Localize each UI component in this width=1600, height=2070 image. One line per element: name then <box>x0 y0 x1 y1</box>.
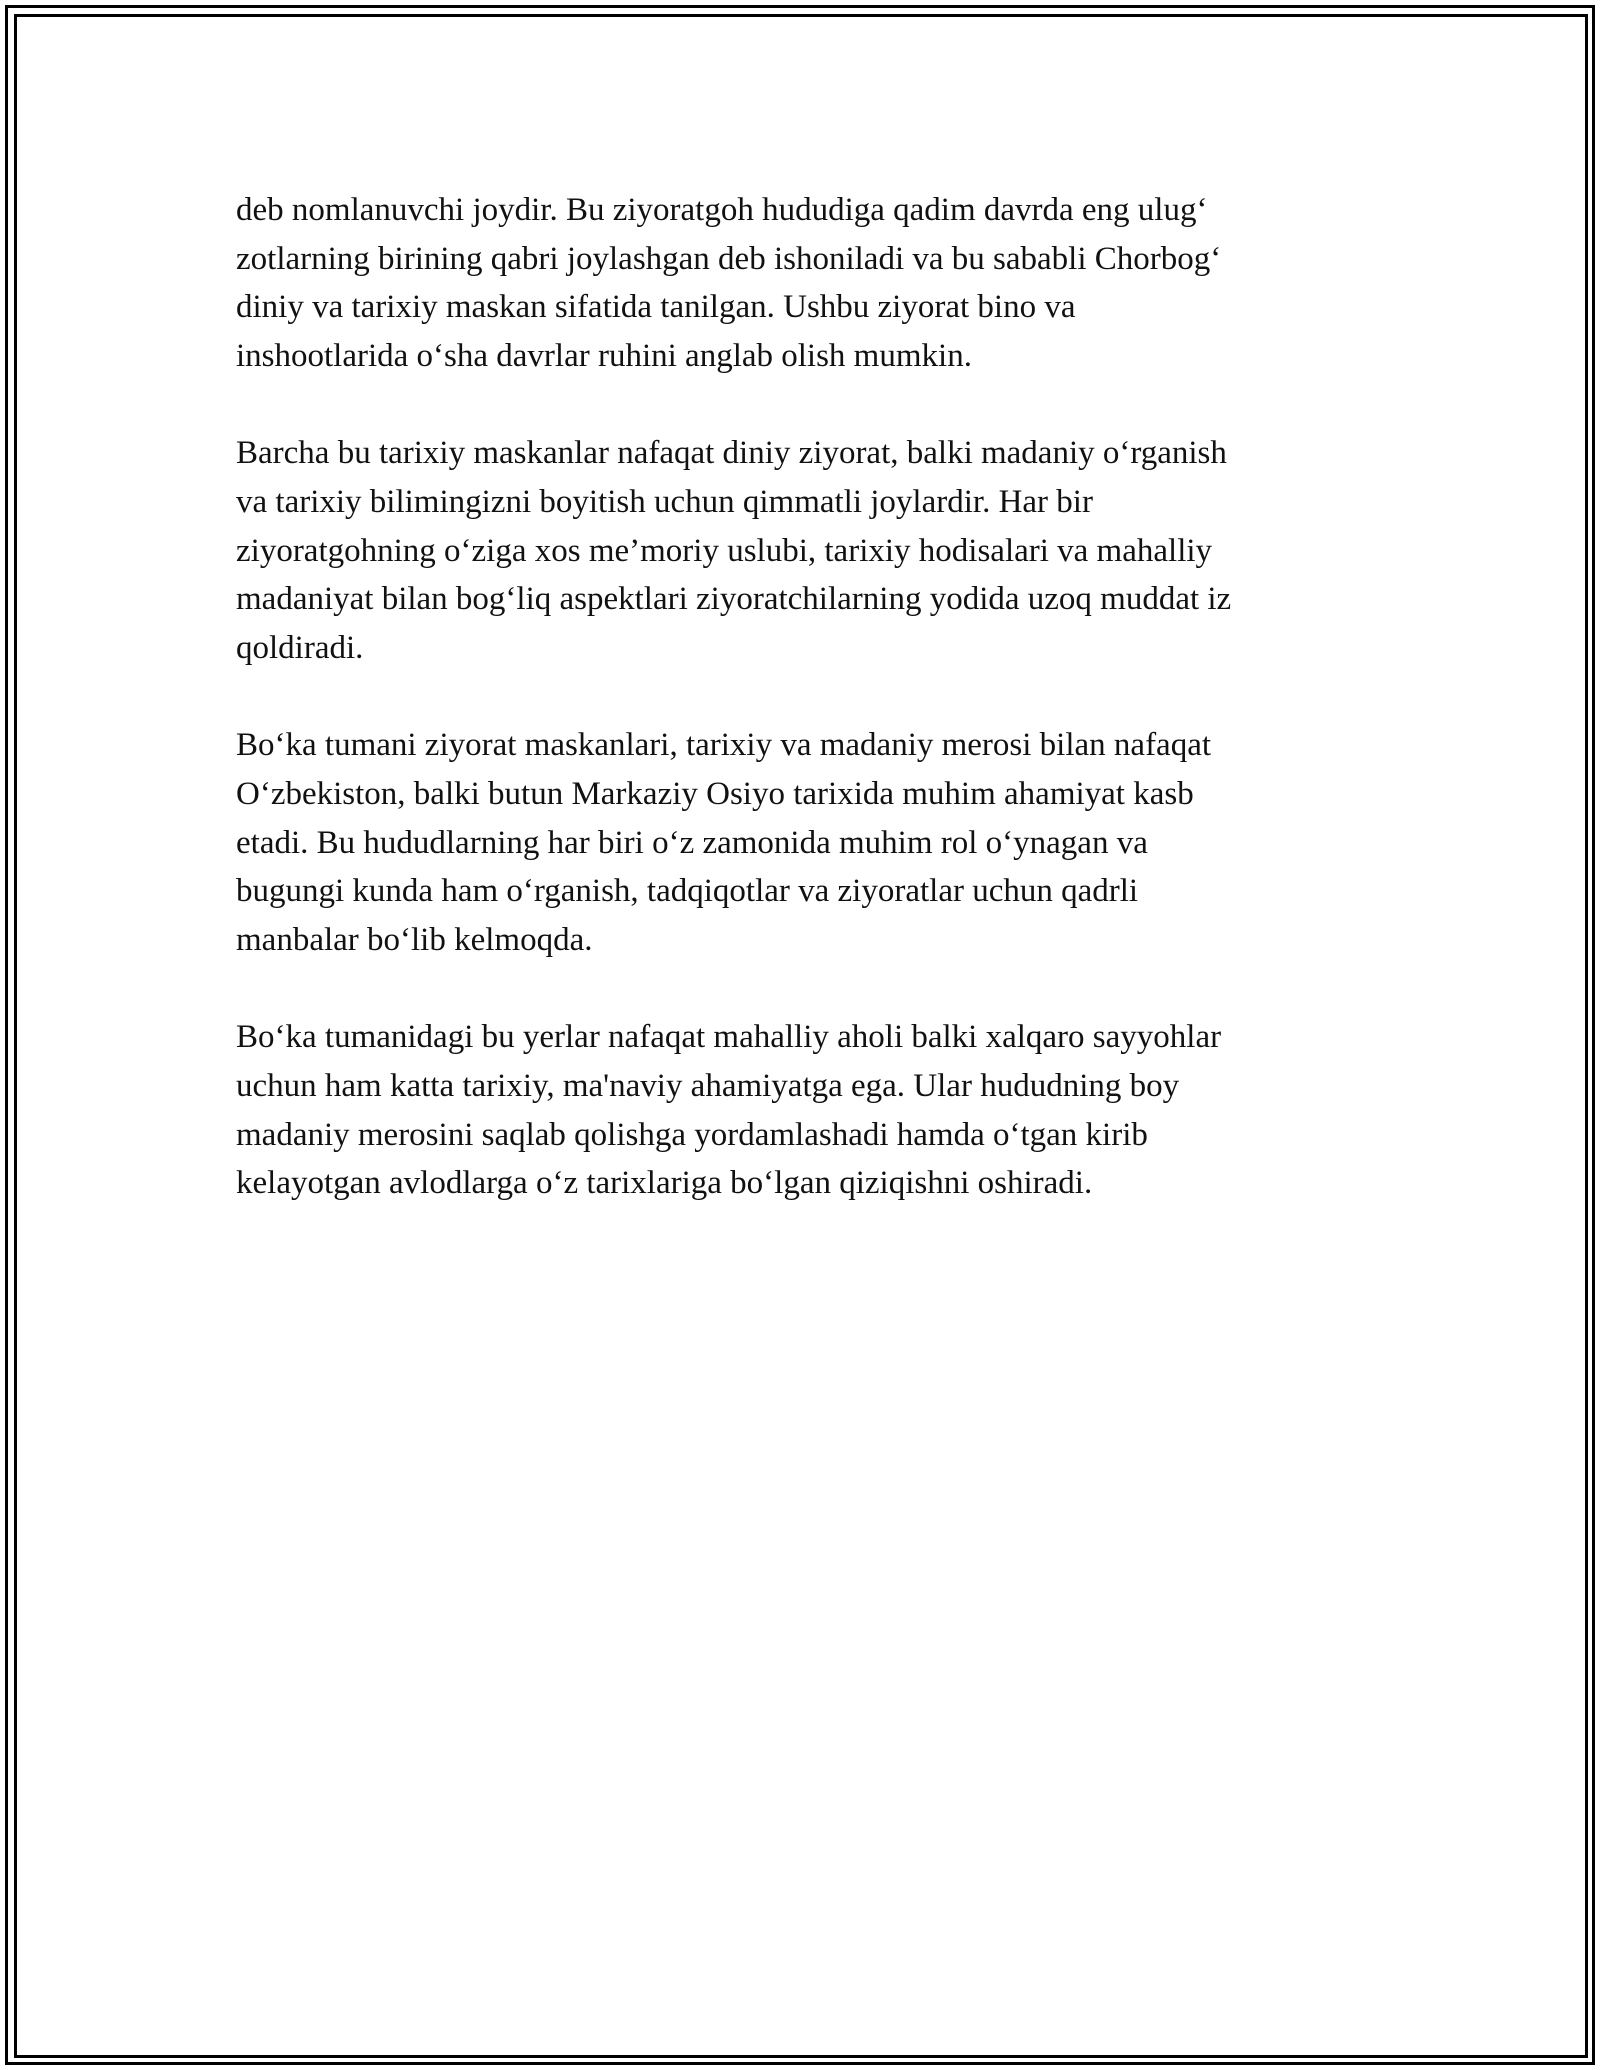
text-line: Bo‘ka tumani ziyorat maskanlari, tarixiy va madaniy merosi bilan nafaqat <box>236 727 1212 764</box>
document-body <box>236 186 1366 1257</box>
text-line: Barcha bu tarixiy maskanlar nafaqat diniy ziyorat, balki madaniy o‘rganish <box>236 435 1227 472</box>
text-line: uchun ham katta tarixiy, ma'naviy ahamiyatga ega. Ular hududning boy <box>236 1067 1180 1104</box>
text-line: diniy va tarixiy maskan sifatida tanilgan. Ushbu ziyorat bino va <box>236 289 1076 326</box>
paragraph-1 <box>236 186 1366 380</box>
text-line: Bo‘ka tumanidagi bu yerlar nafaqat mahalliy aholi balki xalqaro sayyohlar <box>236 1019 1222 1056</box>
text-line: va tarixiy bilimingizni boyitish uchun qimmatli joylardir. Har bir <box>236 483 1093 520</box>
text-line: ziyoratgohning o‘ziga xos me’moriy uslubi, tarixiy hodisalari va mahalliy <box>236 532 1213 569</box>
text-line: inshootlarida o‘sha davrlar ruhini anglab olish mumkin. <box>236 337 972 374</box>
text-line: etadi. Bu hududlarning har biri o‘z zamonida muhim rol o‘ynagan va <box>236 824 1148 861</box>
text-line: deb nomlanuvchi joydir. Bu ziyoratgoh hududiga qadim davrda eng ulug‘ <box>236 192 1208 228</box>
text-line: manbalar bo‘lib kelmoqda. <box>236 921 593 958</box>
text-line: madaniyat bilan bog‘liq aspektlari ziyoratchilarning yodida uzoq muddat iz <box>236 581 1232 618</box>
text-line: bugungi kunda ham o‘rganish, tadqiqotlar va ziyoratlar uchun qadrli <box>236 873 1139 910</box>
text-line: O‘zbekiston, balki butun Markaziy Osiyo tarixida muhim ahamiyat kasb <box>236 775 1194 812</box>
text-line: kelayotgan avlodlarga o‘z tarixlariga bo‘lgan qiziqishni oshiradi. <box>236 1165 1093 1202</box>
paragraph-4 <box>236 1013 1366 1207</box>
paragraph-2 <box>236 429 1366 672</box>
text-line: qoldiradi. <box>236 629 364 666</box>
text-line: madaniy merosini saqlab qolishga yordamlashadi hamda o‘tgan kirib <box>236 1116 1148 1153</box>
paragraph-3 <box>236 721 1366 964</box>
text-line: zotlarning birining qabri joylashgan deb ishoniladi va bu sababli Chorbog‘ <box>236 240 1222 277</box>
